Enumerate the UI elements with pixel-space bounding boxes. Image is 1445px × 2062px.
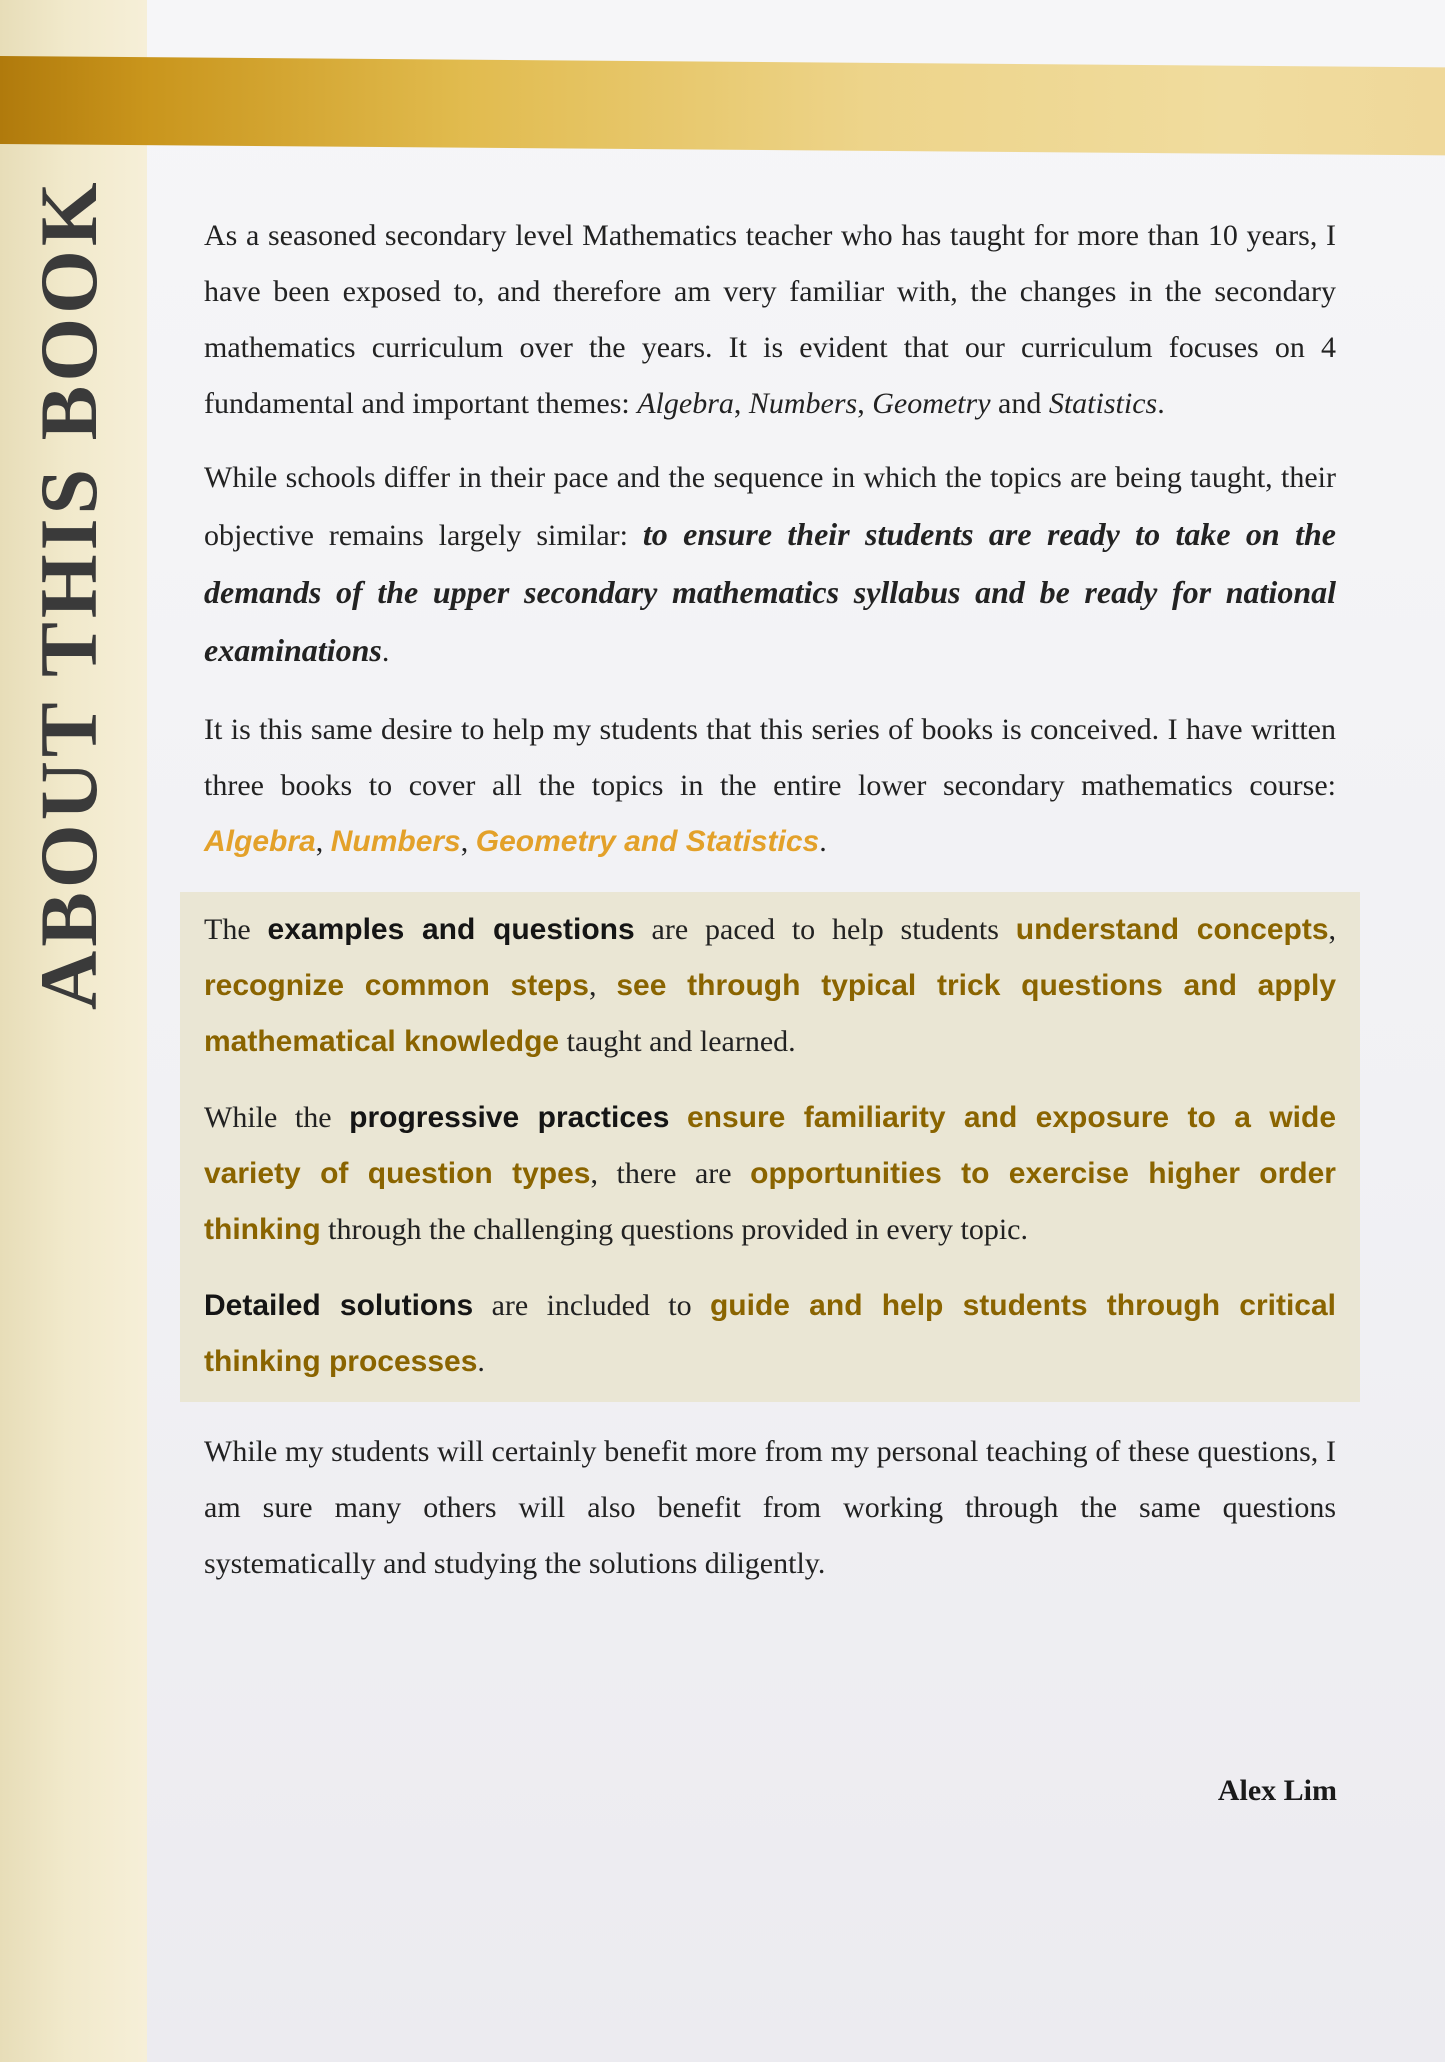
text: , <box>857 387 873 420</box>
paragraph-solutions <box>204 1278 1336 1390</box>
text: , <box>460 825 476 858</box>
gold-phrase: understand concepts <box>1015 913 1329 946</box>
book-algebra: Algebra <box>204 825 316 858</box>
text: . <box>819 825 827 858</box>
body-text <box>204 208 1336 1592</box>
theme-numbers: Numbers <box>748 387 858 420</box>
text: , <box>1328 913 1337 946</box>
book-numbers: Numbers <box>330 825 461 858</box>
text: . <box>477 1345 485 1378</box>
paragraph-intro <box>204 208 1336 432</box>
bold-phrase: progressive practices <box>349 1101 670 1134</box>
gold-phrase: ensure familiarity and exposure to a wide variety of question types <box>204 1101 1337 1190</box>
text: While the <box>204 1101 350 1134</box>
text: are included to <box>473 1289 710 1322</box>
theme-statistics: Statistics <box>1048 387 1158 420</box>
text: The <box>204 913 268 946</box>
text: , <box>588 969 617 1002</box>
text: . <box>381 635 390 668</box>
author-signature: Alex Lim <box>1217 1774 1337 1807</box>
paragraph-practices <box>204 1090 1336 1258</box>
text: , there are <box>590 1157 751 1190</box>
text <box>669 1101 687 1134</box>
text: through the challenging questions provided in every topic. <box>320 1213 1028 1246</box>
text: It is this same desire to help my students that this series of books is conceived. I have written three books to cover all the topics in the entire lower secondary mathematics course: <box>204 713 1336 802</box>
gold-phrase: see through typical trick questions and apply mathematical knowledge <box>204 969 1337 1058</box>
text: are paced to help students <box>634 913 1016 946</box>
text: taught and learned. <box>559 1025 796 1058</box>
gold-phrase: recognize common steps <box>204 969 589 1002</box>
bold-phrase: examples and questions <box>267 913 635 946</box>
text: While schools differ in their pace and the sequence in which the topics are being taught, their objective remains largely similar: <box>204 461 1336 552</box>
paragraph-examples <box>204 902 1336 1070</box>
gold-header-band <box>0 56 1445 155</box>
theme-algebra: Algebra <box>637 387 734 420</box>
text: and <box>990 387 1049 420</box>
bold-phrase: Detailed solutions <box>204 1289 474 1322</box>
text: As a seasoned secondary level Mathematics teacher who has taught for more than 10 years, I have been exposed to, and therefore am very familiar with, the changes in the secondary mathematics curriculum over the years. It is evident that our curriculum focuses on 4 fundamental and important themes: <box>204 219 1336 420</box>
text: , <box>315 825 331 858</box>
highlight-box <box>180 892 1360 1402</box>
theme-geometry: Geometry <box>872 387 991 420</box>
text: . <box>1157 387 1165 420</box>
paragraph-objective <box>204 450 1336 680</box>
gold-phrase: opportunities to exercise higher order thinking <box>204 1157 1336 1246</box>
page-title: ABOUT THIS BOOK <box>23 178 114 1010</box>
text: While my students will certainly benefit more from my personal teaching of these questions, I am sure many others will also benefit from working through the same questions systematically and studying the solutions diligently. <box>204 1435 1336 1580</box>
book-geometry-statistics: Geometry and Statistics <box>475 825 820 858</box>
paragraph-series <box>204 702 1336 870</box>
paragraph-closing <box>204 1424 1336 1592</box>
text: , <box>733 387 749 420</box>
gold-phrase: guide and help students through critical thinking processes <box>204 1289 1337 1378</box>
objective-emphasis: to ensure their students are ready to take on the demands of the upper secondary mathematics syllabus and be ready for national examinations <box>204 516 1337 668</box>
